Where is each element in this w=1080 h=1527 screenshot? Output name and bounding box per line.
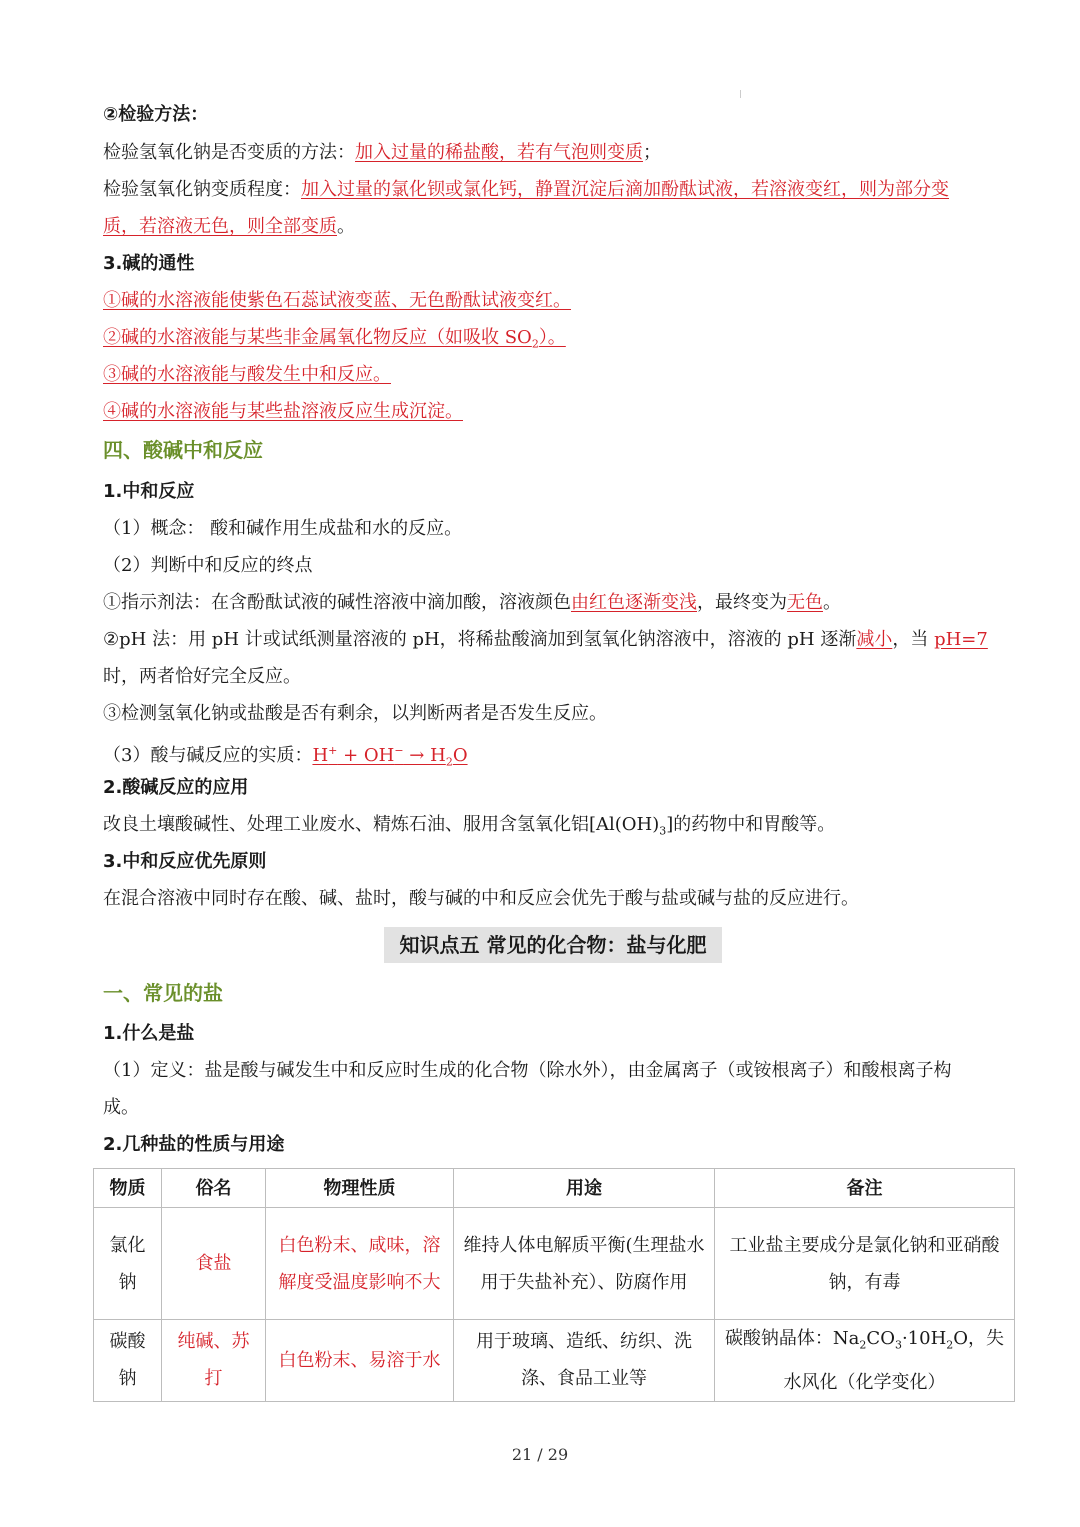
ph-method-line-2: 时，两者恰好完全反应。 <box>103 666 301 687</box>
check-spoilage-suffix: ； <box>643 142 661 163</box>
common-salts-heading: 一、常见的盐 <box>103 981 223 1005</box>
cell-physical: 白色粉末、易溶于水 <box>266 1320 454 1402</box>
cell-use: 维持人体电解质平衡(生理盐水用于失盐补充）、防腐作用 <box>454 1208 715 1320</box>
table-row <box>94 1320 1015 1402</box>
base-property-4: ④碱的水溶液能与某些盐溶液反应生成沉淀。 <box>103 401 463 422</box>
cell-note: 工业盐主要成分是氯化钠和亚硝酸钠，有毒 <box>715 1208 1015 1320</box>
what-is-salt-subheading: 1.什么是盐 <box>103 1023 195 1044</box>
cell-substance: 氯化钠 <box>94 1208 162 1320</box>
header-note: 备注 <box>715 1169 1015 1208</box>
cell-substance: 碳酸钠 <box>94 1320 162 1402</box>
cell-common-name: 食盐 <box>162 1208 266 1320</box>
salt-definition-line-2: 成。 <box>103 1097 139 1118</box>
scan-mark <box>740 90 741 98</box>
header-common-name: 俗名 <box>162 1169 266 1208</box>
check-degree-line <box>103 177 1013 203</box>
check-degree-answer-b: 质，若溶液无色，则全部变质 <box>103 216 337 237</box>
base-property-1: ①碱的水溶液能使紫色石蕊试液变蓝、无色酚酞试液变红。 <box>103 290 571 311</box>
check-degree-prefix: 检验氢氧化钠变质程度： <box>103 179 301 200</box>
header-substance: 物质 <box>94 1169 162 1208</box>
check-method-heading: ②检验方法： <box>103 104 209 125</box>
cell-common-name: 纯碱、苏打 <box>162 1320 266 1402</box>
applications-subheading: 2.酸碱反应的应用 <box>103 777 249 798</box>
knowledge-point-title: 知识点五 常见的化合物：盐与化肥 <box>384 927 722 963</box>
concept-line: （1）概念： 酸和碱作用生成盐和水的反应。 <box>103 518 463 539</box>
check-spoilage-answer: 加入过量的稀盐酸，若有气泡则变质 <box>355 142 643 163</box>
essence-equation: $H^+ + OH^- \to H_2O$ <box>312 744 468 769</box>
cell-physical: 白色粉末、咸味，溶解度受温度影响不大 <box>266 1208 454 1320</box>
check-degree-answer-a: 加入过量的氯化钡或氯化钙，静置沉淀后滴加酚酞试液，若溶液变红，则为部分变 <box>301 179 949 200</box>
check-degree-line-2 <box>103 214 1013 240</box>
priority-line: 在混合溶液中同时存在酸、碱、盐时，酸与碱的中和反应会优先于酸与盐或碱与盐的反应进行。 <box>103 888 859 909</box>
essence-line: （3）酸与碱反应的实质：$H^+ + OH^- \to H_2O$ <box>103 744 468 769</box>
salt-definition-line: （1）定义：盐是酸与碱发生中和反应时生成的化合物（除水外），由金属离子（或铵根离子）和酸根离子构 <box>103 1060 952 1081</box>
applications-line: 改良土壤酸碱性、处理工业废水、精炼石油、服用含氢氧化铝$[Al(OH)_3]$的药物中和胃酸等。 <box>103 814 836 838</box>
endpoint-line: （2）判断中和反应的终点 <box>103 555 313 576</box>
check-spoilage-line <box>103 140 1013 166</box>
base-property-2: ②碱的水溶液能与某些非金属氧化物反应（如吸收 $SO_2$）。 <box>103 327 566 351</box>
salts-table-subheading: 2.几种盐的性质与用途 <box>103 1134 285 1155</box>
neutralization-subheading: 1.中和反应 <box>103 481 195 502</box>
indicator-method-line: ①指示剂法：在含酚酞试液的碱性溶液中滴加酸，溶液颜色由红色逐渐变浅，最终变为无色。 <box>103 592 841 613</box>
check-degree-suffix: 。 <box>337 216 355 237</box>
ph-method-line: ②pH 法：用 pH 计或试纸测量溶液的 pH，将稀盐酸滴加到氢氧化钠溶液中，溶液的 pH 逐渐减小，当 pH=7 <box>103 629 988 650</box>
salts-table <box>93 1168 1015 1402</box>
table-row <box>94 1208 1015 1320</box>
section-4-heading: 四、酸碱中和反应 <box>103 438 263 462</box>
header-physical: 物理性质 <box>266 1169 454 1208</box>
base-property-3: ③碱的水溶液能与酸发生中和反应。 <box>103 364 391 385</box>
base-properties-heading: 3.碱的通性 <box>103 253 195 274</box>
residual-check-line: ③检测氢氧化钠或盐酸是否有剩余，以判断两者是否发生反应。 <box>103 703 607 724</box>
page-number: 21 / 29 <box>511 1445 569 1464</box>
check-spoilage-prefix: 检验氢氧化钠是否变质的方法： <box>103 142 355 163</box>
table-header-row <box>94 1169 1015 1208</box>
cell-note: 碳酸钠晶体：$Na_2CO_3\cdot 10H_2O$，失水风化（化学变化） <box>715 1320 1015 1402</box>
priority-subheading: 3.中和反应优先原则 <box>103 851 267 872</box>
cell-use: 用于玻璃、造纸、纺织、洗涤、食品工业等 <box>454 1320 715 1402</box>
header-use: 用途 <box>454 1169 715 1208</box>
